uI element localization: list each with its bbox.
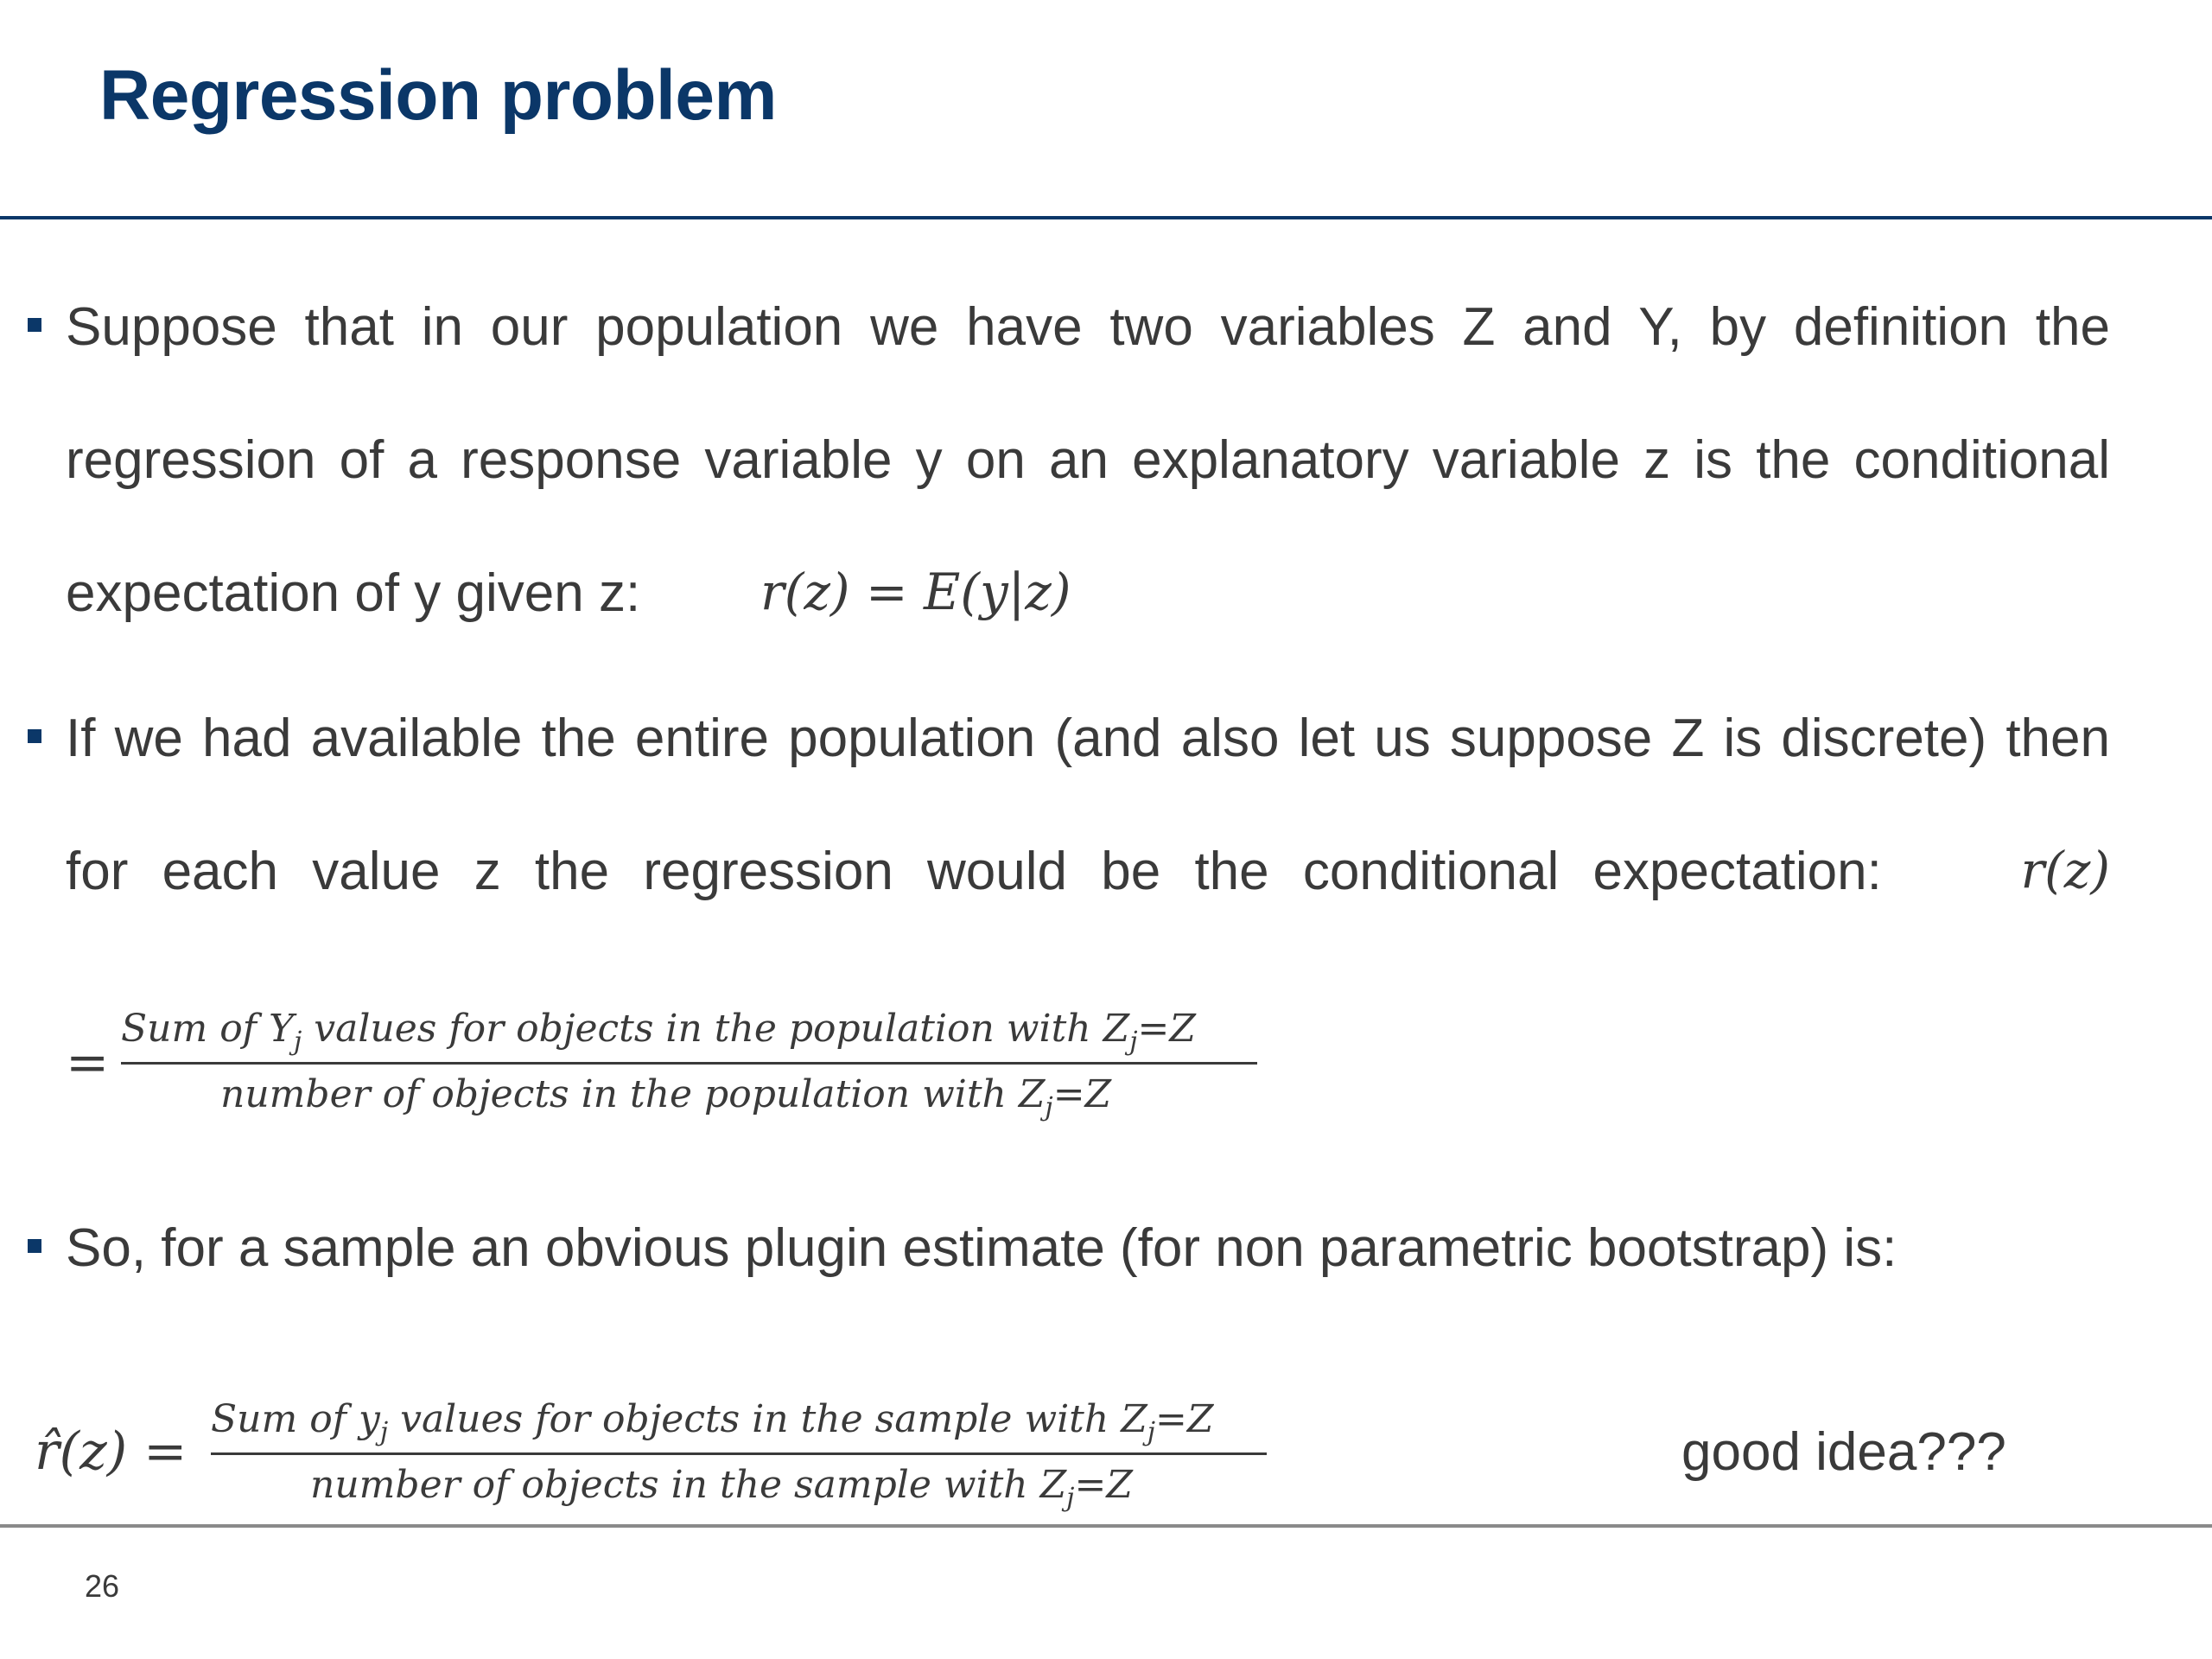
bullet-marker-1 <box>28 318 41 332</box>
population-fraction-bar <box>121 1062 1257 1065</box>
good-idea-remark: good idea??? <box>1681 1422 2006 1482</box>
footer-divider <box>0 1524 2212 1528</box>
sample-estimate-lhs: r̂(z) = <box>35 1421 188 1482</box>
population-fraction-denominator: number of objects in the population with $Z_j=Z$ <box>220 1072 1112 1122</box>
regression-definition-formula: r(z) = E(y|z) <box>760 563 1071 621</box>
sample-fraction-numerator: Sum of $y_j$ values for objects in the sample with $Z_j=Z$ <box>211 1397 1214 1447</box>
bullet-3-line-1: So, for a sample an obvious plugin estimate (for non parametric bootstrap) is: <box>66 1218 1897 1278</box>
bullet-2-line-2 <box>66 841 2110 901</box>
bullet-2-line-1: If we had available the entire population (and also let us suppose Z is discrete) then <box>66 709 2110 768</box>
population-equals-sign: = <box>66 1033 110 1093</box>
bullet-1-line-3: expectation of y given z: <box>66 563 641 623</box>
bullet-2-line-2-text: for each value z the regression would be the conditional expectation: <box>66 842 1882 901</box>
population-fraction <box>121 1007 1257 1128</box>
slide-title: Regression problem <box>99 56 777 135</box>
title-divider <box>0 216 2212 219</box>
sample-fraction <box>211 1397 1267 1518</box>
population-fraction-numerator: Sum of $Y_j$ values for objects in the population with $Z_j=Z$ <box>121 1007 1196 1057</box>
bullet-marker-3 <box>28 1239 41 1253</box>
conditional-expectation-lhs: r(z) <box>2020 841 2110 899</box>
sample-fraction-bar <box>211 1452 1267 1455</box>
bullet-1-line-2: regression of a response variable y on an explanatory variable z is the conditional <box>66 430 2110 490</box>
bullet-marker-2 <box>28 729 41 743</box>
bullet-1-line-1: Suppose that in our population we have two variables Z and Y, by definition the <box>66 297 2110 357</box>
page-number: 26 <box>85 1568 120 1604</box>
sample-fraction-denominator: number of objects in the sample with $Z_j=Z$ <box>310 1463 1133 1513</box>
